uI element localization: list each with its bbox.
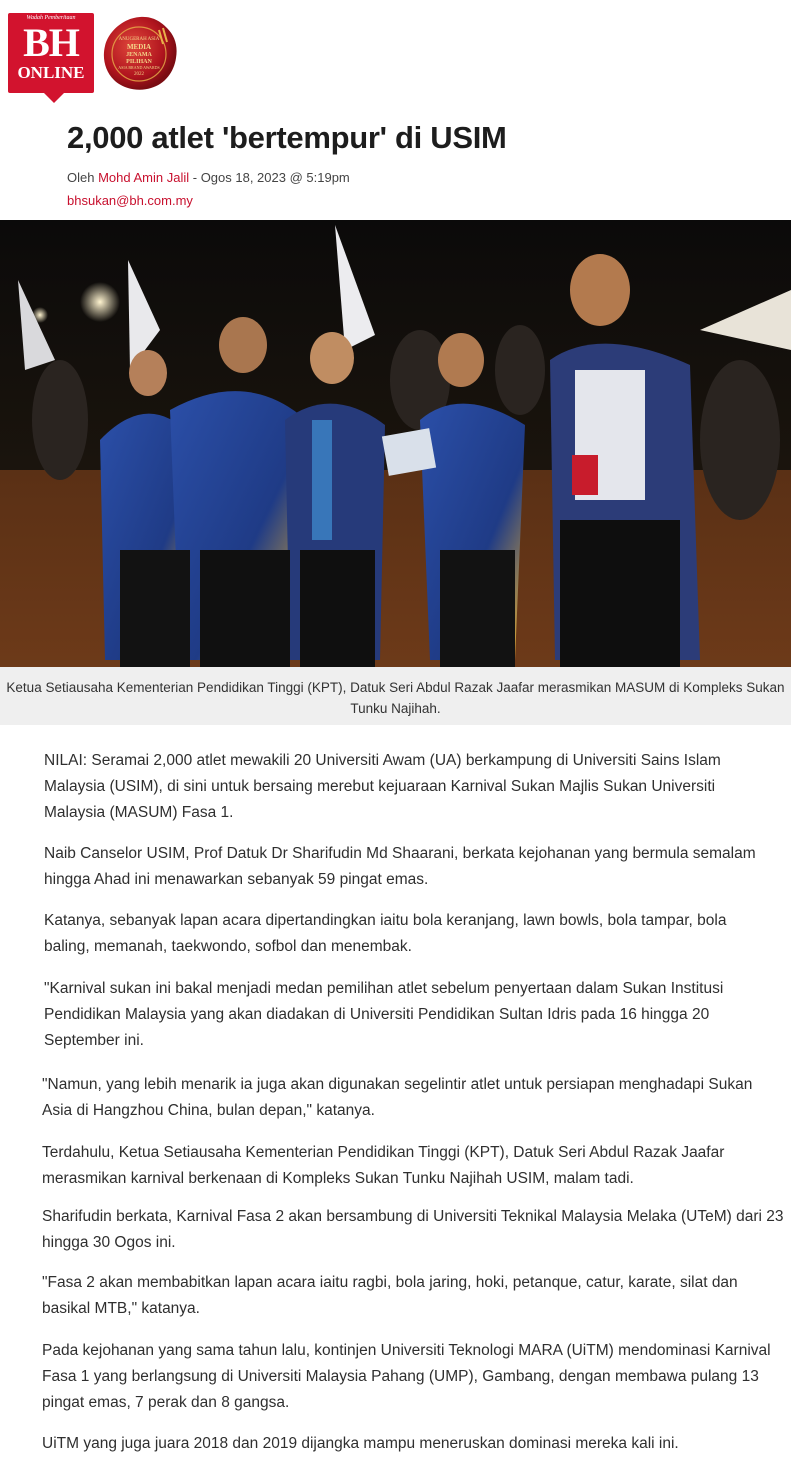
- svg-text:ASIA BRAND AWARDS: ASIA BRAND AWARDS: [118, 65, 160, 70]
- svg-text:MEDIA: MEDIA: [126, 43, 152, 51]
- logo-tagline: Wadah Pemberitaan: [26, 15, 76, 21]
- article-header: [67, 120, 767, 208]
- article-paragraph: "Namun, yang lebih menarik ia juga akan digunakan segelintir atlet untuk persiapan menghadapi Sukan Asia di Hangzhou China, bulan depan," katanya.: [42, 1076, 753, 1119]
- svg-text:2022: 2022: [134, 72, 144, 77]
- article-paragraph: "Karnival sukan ini bakal menjadi medan pemilihan atlet sebelum penyertaan dalam Sukan Institusi Pendidikan Malaysia yang akan diadakan di Universiti Pendidikan Sultan Idris pada 16 hingga 20 September ini.: [44, 980, 724, 1049]
- article-paragraph: Terdahulu, Ketua Setiausaha Kementerian Pendidikan Tinggi (KPT), Datuk Seri Abdul Razak Jaafar merasmikan karnival berkenaan di Kompleks Sukan Tunku Najihah USIM, malam tadi.: [42, 1144, 725, 1187]
- article-paragraph: NILAI: Seramai 2,000 atlet mewakili 20 Universiti Awam (UA) berkampung di Universiti Sains Islam Malaysia (USIM), di sini untuk bersaing merebut kejuaraan Karnival Sukan Majlis Sukan Universiti Malaysia (MASUM) Fasa 1.: [44, 752, 721, 821]
- photo-caption: Ketua Setiausaha Kementerian Pendidikan Tinggi (KPT), Datuk Seri Abdul Razak Jaafar merasmikan MASUM di Kompleks Sukan Tunku Najihah.: [6, 680, 785, 716]
- article-date: - Ogos 18, 2023 @ 5:19pm: [189, 170, 350, 185]
- author-email-link[interactable]: bhsukan@bh.com.my: [67, 193, 193, 208]
- photo-caption-bar: [0, 667, 791, 725]
- bh-online-logo[interactable]: [8, 13, 94, 93]
- logo-notch: [44, 93, 64, 103]
- article-byline: [67, 170, 767, 185]
- author-link[interactable]: Mohd Amin Jalil: [98, 170, 190, 185]
- article-paragraph: Pada kejohanan yang sama tahun lalu, kontinjen Universiti Teknologi MARA (UiTM) mendominasi Karnival Fasa 1 yang berlangsung di Universiti Malaysia Pahang (UMP), Gambang, dengan membawa pulang 13 pingat emas, 7 perak dan 8 gangsa.: [42, 1342, 771, 1411]
- logo-main-text: BH: [23, 20, 79, 65]
- svg-text:PILIHAN: PILIHAN: [126, 59, 152, 65]
- article-paragraph: Sharifudin berkata, Karnival Fasa 2 akan bersambung di Universiti Teknikal Malaysia Melaka (UTeM) dari 23 hingga 30 Ogos ini.: [42, 1208, 784, 1251]
- award-seal-icon: [101, 14, 179, 92]
- byline-prefix: Oleh: [67, 170, 95, 185]
- article-paragraph: UiTM yang juga juara 2018 dan 2019 dijangka mampu meneruskan dominasi mereka kali ini.: [42, 1435, 679, 1452]
- svg-text:JENAMA: JENAMA: [126, 52, 152, 58]
- article-paragraph: Naib Canselor USIM, Prof Datuk Dr Sharifudin Md Shaarani, berkata kejohanan yang bermula semalam hingga Ahad ini menawarkan sebanyak 59 pingat emas.: [44, 845, 756, 888]
- article-title: 2,000 atlet 'bertempur' di USIM: [67, 120, 507, 155]
- article-photo: [0, 220, 791, 667]
- logo-sub-text: ONLINE: [17, 63, 85, 82]
- site-header: [0, 0, 791, 108]
- article-paragraph: Katanya, sebanyak lapan acara dipertandingkan iaitu bola keranjang, lawn bowls, bola tampar, bola baling, memanah, taekwondo, sofbol dan menembak.: [44, 912, 727, 955]
- article-paragraph: "Fasa 2 akan membabitkan lapan acara iaitu ragbi, bola jaring, hoki, petanque, catur, karate, silat dan basikal MTB," katanya.: [42, 1274, 738, 1317]
- photo-illustration: [0, 220, 791, 667]
- svg-text:ANUGERAH ASIA: ANUGERAH ASIA: [118, 37, 160, 42]
